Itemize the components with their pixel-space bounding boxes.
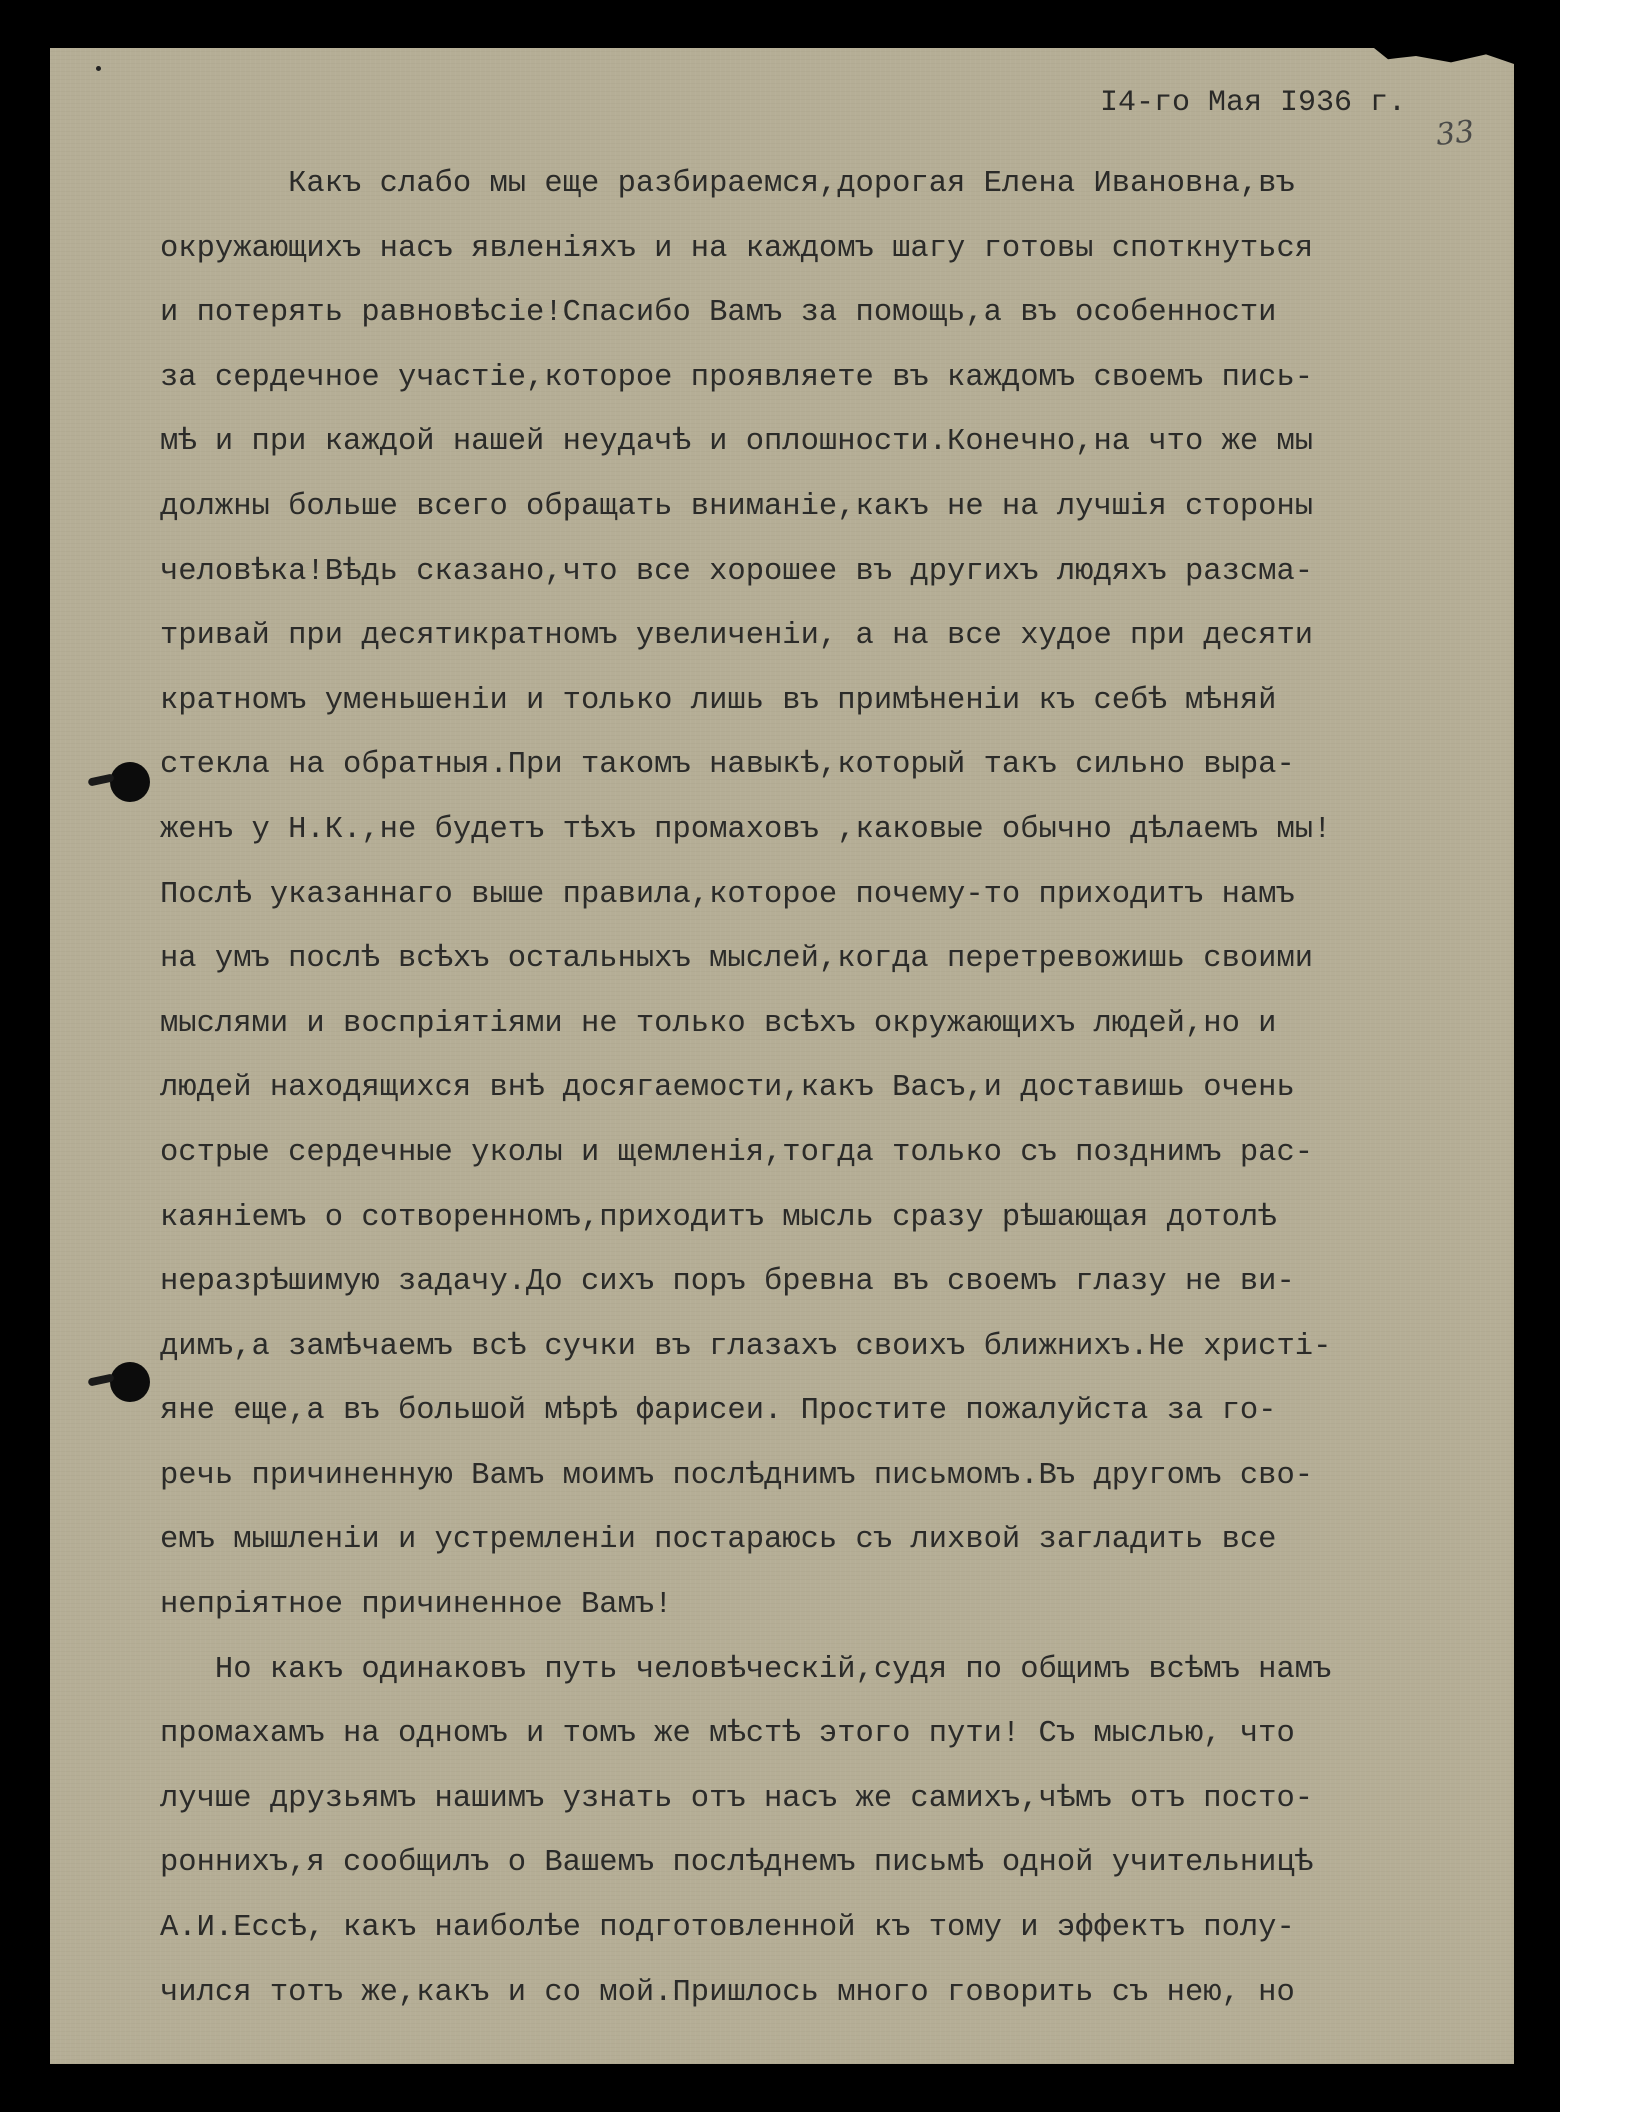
text-line: димъ,а замѣчаемъ всѣ сучки въ глазахъ своихъ ближнихъ.Не христi-: [160, 1329, 1332, 1364]
text-line: людей находящихся внѣ досягаемости,какъ Васъ,и доставишь очень: [160, 1071, 1295, 1106]
text-line: человѣка!Вѣдь сказано,что все хорошее въ другихъ людяхъ разсма-: [160, 554, 1314, 589]
text-line: лучше друзьямъ нашимъ узнать отъ насъ же самихъ,чѣмъ отъ посто-: [160, 1781, 1314, 1816]
text-line: мѣ и при каждой нашей неудачѣ и оплошности.Конечно,на что же мы: [160, 425, 1314, 460]
letter-body: [160, 152, 1500, 2025]
text-line: острые сердечные уколы и щемленiя,тогда только съ позднимъ рас-: [160, 1135, 1314, 1170]
text-line: промахамъ на одномъ и томъ же мѣстѣ этого пути! Съ мыслью, что: [160, 1717, 1295, 1752]
text-line: стекла на обратныя.При такомъ навыкѣ,который такъ сильно выра-: [160, 748, 1295, 783]
text-line: Какъ слабо мы еще разбираемся,дорогая Елена Ивановна,въ: [160, 167, 1295, 201]
text-line: А.И.Ессѣ, какъ наиболѣе подготовленной къ тому и эффектъ полу-: [160, 1911, 1295, 1946]
ink-speck: [96, 66, 101, 71]
text-line: непрiятное причиненное Вамъ!: [160, 1588, 673, 1623]
text-line: мыслями и воспрiятiями не только всѣхъ окружающихъ людей,но и: [160, 1006, 1277, 1041]
letter-page: [50, 48, 1514, 2064]
text-line: каянiемъ о сотворенномъ,приходитъ мысль сразу рѣшающая дотолѣ: [160, 1200, 1277, 1235]
text-line: емъ мышленiи и устремленiи постараюсь съ лихвой загладить все: [160, 1523, 1277, 1558]
text-line: на умъ послѣ всѣхъ остальныхъ мыслей,когда перетревожишь своими: [160, 942, 1314, 977]
text-line: за сердечное участiе,которое проявляете въ каждомъ своемъ пись-: [160, 360, 1314, 395]
text-line: кратномъ уменьшенiи и только лишь въ примѣненiи къ себѣ мѣняй: [160, 683, 1277, 718]
text-line: чился тотъ же,какъ и со мой.Пришлось много говорить съ нею, но: [160, 1975, 1295, 2010]
text-line: роннихъ,я сообщилъ о Вашемъ послѣднемъ письмѣ одной учительницѣ: [160, 1846, 1314, 1881]
punch-hole-icon: [110, 762, 150, 802]
text-line: и потерять равновѣсiе!Спасибо Вамъ за помощь,а въ особенности: [160, 296, 1277, 331]
text-line: женъ у Н.К.,не будетъ тѣхъ промаховъ ,каковые обычно дѣлаемъ мы!: [160, 812, 1332, 847]
text-line: тривай при десятикратномъ увеличенiи, а на все худое при десяти: [160, 619, 1314, 654]
text-line: яне еще,а въ большой мѣрѣ фарисеи. Простите пожалуйста за го-: [160, 1394, 1277, 1429]
text-line: должны больше всего обращать вниманiе,какъ не на лучшiя стороны: [160, 489, 1314, 524]
letter-date: I4-го Мая I936 г.: [1100, 86, 1407, 120]
torn-corner: [1374, 48, 1514, 64]
text-line: неразрѣшимую задачу.До сихъ поръ бревна въ своемъ глазу не ви-: [160, 1265, 1295, 1300]
text-line: Но какъ одинаковъ путь человѣческiй,судя по общимъ всѣмъ намъ: [160, 1652, 1332, 1687]
folio-number: 33: [1434, 114, 1476, 153]
punch-hole-icon: [110, 1362, 150, 1402]
text-line: Послѣ указаннаго выше правила,которое почему-то приходитъ намъ: [160, 877, 1295, 912]
text-line: речь причиненную Вамъ моимъ послѣднимъ письмомъ.Въ другомъ сво-: [160, 1458, 1314, 1493]
text-line: окружающихъ насъ явленiяхъ и на каждомъ шагу готовы споткнуться: [160, 231, 1314, 266]
